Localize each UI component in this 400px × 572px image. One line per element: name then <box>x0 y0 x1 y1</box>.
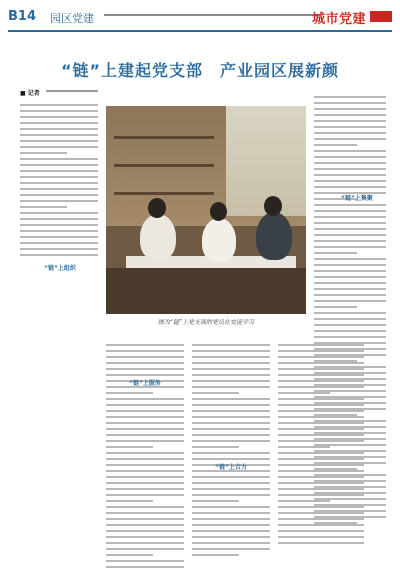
text-line-placeholder <box>314 168 386 170</box>
text-line-placeholder <box>192 548 270 550</box>
text-line-placeholder <box>314 486 386 488</box>
text-line-placeholder <box>314 318 386 320</box>
text-line-placeholder <box>192 488 270 490</box>
text-line-placeholder <box>192 380 270 382</box>
text-line-placeholder <box>106 500 153 502</box>
text-line-placeholder <box>192 410 270 412</box>
text-line-placeholder <box>20 140 98 142</box>
text-line-placeholder <box>20 152 67 154</box>
text-line-placeholder <box>20 236 98 238</box>
text-line-placeholder <box>192 452 270 454</box>
text-line-placeholder <box>314 504 386 506</box>
masthead-rule <box>8 30 392 32</box>
text-line-placeholder <box>20 134 98 136</box>
text-line-placeholder <box>20 188 98 190</box>
page-number: B14 <box>8 9 36 24</box>
text-line-placeholder <box>314 258 386 260</box>
text-line-placeholder <box>20 254 98 256</box>
text-line-placeholder <box>106 464 184 466</box>
text-line-placeholder <box>314 270 386 272</box>
text-line-placeholder <box>314 336 386 338</box>
byline-names-placeholder <box>46 90 98 92</box>
text-line-placeholder <box>314 438 386 440</box>
text-line-placeholder <box>106 422 184 424</box>
text-line-placeholder <box>314 390 386 392</box>
text-line-placeholder <box>106 428 184 430</box>
text-line-placeholder <box>20 158 98 160</box>
text-line-placeholder <box>314 306 357 308</box>
subhead-2: “链”上服务 <box>129 380 161 387</box>
text-line-placeholder <box>192 386 270 388</box>
text-line-placeholder <box>106 440 184 442</box>
text-line-placeholder <box>314 450 386 452</box>
text-line-placeholder <box>192 476 270 478</box>
text-line-placeholder <box>192 542 270 544</box>
text-line-placeholder <box>20 194 98 196</box>
issue-info-placeholder <box>104 13 320 17</box>
person-middle <box>202 218 236 262</box>
text-line-placeholder <box>314 366 386 368</box>
text-line-placeholder <box>20 200 98 202</box>
text-line-placeholder <box>314 414 357 416</box>
text-line-placeholder <box>314 372 386 374</box>
text-line-placeholder <box>192 536 270 538</box>
text-line-placeholder <box>106 398 184 400</box>
text-line-placeholder <box>192 344 270 346</box>
text-line-placeholder <box>106 410 184 412</box>
text-line-placeholder <box>192 446 239 448</box>
text-line-placeholder <box>20 128 98 130</box>
text-line-placeholder <box>20 164 98 166</box>
text-line-placeholder <box>192 494 270 496</box>
text-line-placeholder <box>106 488 184 490</box>
column-3 <box>192 344 270 560</box>
text-line-placeholder <box>20 206 67 208</box>
text-line-placeholder <box>106 368 184 370</box>
text-line-placeholder <box>314 252 357 254</box>
text-line-placeholder <box>314 384 386 386</box>
text-line-placeholder <box>314 348 386 350</box>
text-line-placeholder <box>192 434 270 436</box>
text-line-placeholder <box>314 420 386 422</box>
text-line-placeholder <box>314 444 386 446</box>
text-line-placeholder <box>20 110 98 112</box>
text-line-placeholder <box>192 368 270 370</box>
text-line-placeholder <box>106 416 184 418</box>
text-line-placeholder <box>314 378 386 380</box>
text-line-placeholder <box>106 344 184 346</box>
text-line-placeholder <box>192 356 270 358</box>
text-line-placeholder <box>314 300 386 302</box>
text-line-placeholder <box>106 542 184 544</box>
text-line-placeholder <box>314 510 386 512</box>
text-line-placeholder <box>314 234 386 236</box>
text-line-placeholder <box>314 102 386 104</box>
text-line-placeholder <box>106 470 184 472</box>
text-line-placeholder <box>314 402 386 404</box>
text-line-placeholder <box>106 476 184 478</box>
text-line-placeholder <box>192 554 239 556</box>
subhead-4: “链”上集聚 <box>341 195 373 202</box>
text-line-placeholder <box>314 396 386 398</box>
text-line-placeholder <box>106 524 184 526</box>
text-line-placeholder <box>314 522 357 524</box>
text-line-placeholder <box>314 474 386 476</box>
text-line-placeholder <box>192 518 270 520</box>
text-line-placeholder <box>106 374 184 376</box>
text-line-placeholder <box>314 276 386 278</box>
text-line-placeholder <box>106 560 184 562</box>
photo-caption: 图为“链”上党支部的党员在交流学习 <box>157 319 255 326</box>
text-line-placeholder <box>20 176 98 178</box>
text-line-placeholder <box>314 240 386 242</box>
text-line-placeholder <box>20 224 98 226</box>
text-line-placeholder <box>314 120 386 122</box>
text-line-placeholder <box>106 530 184 532</box>
text-line-placeholder <box>192 362 270 364</box>
text-line-placeholder <box>314 114 386 116</box>
text-line-placeholder <box>106 356 184 358</box>
text-line-placeholder <box>106 548 184 550</box>
text-line-placeholder <box>314 408 386 410</box>
text-line-placeholder <box>106 458 184 460</box>
text-line-placeholder <box>20 146 98 148</box>
text-line-placeholder <box>20 170 98 172</box>
text-line-placeholder <box>192 500 239 502</box>
text-line-placeholder <box>314 174 386 176</box>
text-line-placeholder <box>106 362 184 364</box>
text-line-placeholder <box>314 144 357 146</box>
text-line-placeholder <box>192 512 270 514</box>
text-line-placeholder <box>314 456 386 458</box>
text-line-placeholder <box>20 122 98 124</box>
text-line-placeholder <box>106 518 184 520</box>
text-line-placeholder <box>106 446 153 448</box>
text-line-placeholder <box>192 404 270 406</box>
text-line-placeholder <box>20 242 98 244</box>
text-line-placeholder <box>106 536 184 538</box>
text-line-placeholder <box>314 432 386 434</box>
text-line-placeholder <box>314 288 386 290</box>
text-line-placeholder <box>314 282 386 284</box>
text-line-placeholder <box>192 440 270 442</box>
text-line-placeholder <box>192 524 270 526</box>
text-line-placeholder <box>20 116 98 118</box>
text-line-placeholder <box>314 516 386 518</box>
text-line-placeholder <box>314 468 357 470</box>
text-line-placeholder <box>314 324 386 326</box>
text-line-placeholder <box>314 150 386 152</box>
text-line-placeholder <box>314 492 386 494</box>
text-line-placeholder <box>192 416 270 418</box>
text-line-placeholder <box>314 360 357 362</box>
news-photo <box>106 106 306 314</box>
text-line-placeholder <box>314 462 386 464</box>
text-line-placeholder <box>192 482 270 484</box>
text-line-placeholder <box>106 434 184 436</box>
text-line-placeholder <box>314 354 386 356</box>
text-line-placeholder <box>314 330 386 332</box>
text-line-placeholder <box>106 350 184 352</box>
headline: “链”上建起党支部 产业园区展新颜 <box>60 61 340 80</box>
text-line-placeholder <box>314 480 386 482</box>
text-line-placeholder <box>278 536 364 538</box>
person-right <box>256 212 292 260</box>
text-line-placeholder <box>314 204 386 206</box>
text-line-placeholder <box>314 498 386 500</box>
text-line-placeholder <box>192 350 270 352</box>
column-5 <box>314 96 386 528</box>
text-line-placeholder <box>106 566 184 568</box>
text-line-placeholder <box>20 218 98 220</box>
text-line-placeholder <box>192 530 270 532</box>
text-line-placeholder <box>192 506 270 508</box>
text-line-placeholder <box>314 246 386 248</box>
subhead-1: “链”上组织 <box>44 265 76 272</box>
text-line-placeholder <box>106 506 184 508</box>
text-line-placeholder <box>192 392 239 394</box>
text-line-placeholder <box>192 398 270 400</box>
person-left <box>140 214 176 260</box>
text-line-placeholder <box>314 132 386 134</box>
masthead <box>8 6 392 28</box>
text-line-placeholder <box>192 428 270 430</box>
byline-label: ■ 记者 <box>20 90 40 97</box>
text-line-placeholder <box>20 212 98 214</box>
text-line-placeholder <box>192 422 270 424</box>
text-line-placeholder <box>314 216 386 218</box>
text-line-placeholder <box>314 210 386 212</box>
text-line-placeholder <box>106 404 184 406</box>
text-line-placeholder <box>314 108 386 110</box>
text-line-placeholder <box>314 180 386 182</box>
text-line-placeholder <box>192 458 270 460</box>
text-line-placeholder <box>192 374 270 376</box>
text-line-placeholder <box>106 482 184 484</box>
text-line-placeholder <box>314 312 386 314</box>
text-line-placeholder <box>314 156 386 158</box>
text-line-placeholder <box>106 554 153 556</box>
text-line-placeholder <box>106 494 184 496</box>
text-line-placeholder <box>314 222 386 224</box>
text-line-placeholder <box>314 342 386 344</box>
text-line-placeholder <box>314 228 386 230</box>
text-line-placeholder <box>314 426 386 428</box>
text-line-placeholder <box>314 138 386 140</box>
text-line-placeholder <box>314 186 386 188</box>
text-line-placeholder <box>106 512 184 514</box>
brand-badge <box>370 11 392 22</box>
text-line-placeholder <box>278 542 364 544</box>
subhead-3: “链”上合力 <box>215 464 247 471</box>
text-line-placeholder <box>20 230 98 232</box>
brand-logo: 城市党建 <box>311 12 366 27</box>
text-line-placeholder <box>314 126 386 128</box>
text-line-placeholder <box>314 96 386 98</box>
text-line-placeholder <box>314 162 386 164</box>
section-name: 园区党建 <box>50 12 94 25</box>
text-line-placeholder <box>106 452 184 454</box>
text-line-placeholder <box>20 182 98 184</box>
column-1 <box>20 104 98 260</box>
text-line-placeholder <box>20 248 98 250</box>
text-line-placeholder <box>106 392 153 394</box>
text-line-placeholder <box>314 264 386 266</box>
text-line-placeholder <box>20 104 98 106</box>
text-line-placeholder <box>314 294 386 296</box>
text-line-placeholder <box>278 530 364 532</box>
